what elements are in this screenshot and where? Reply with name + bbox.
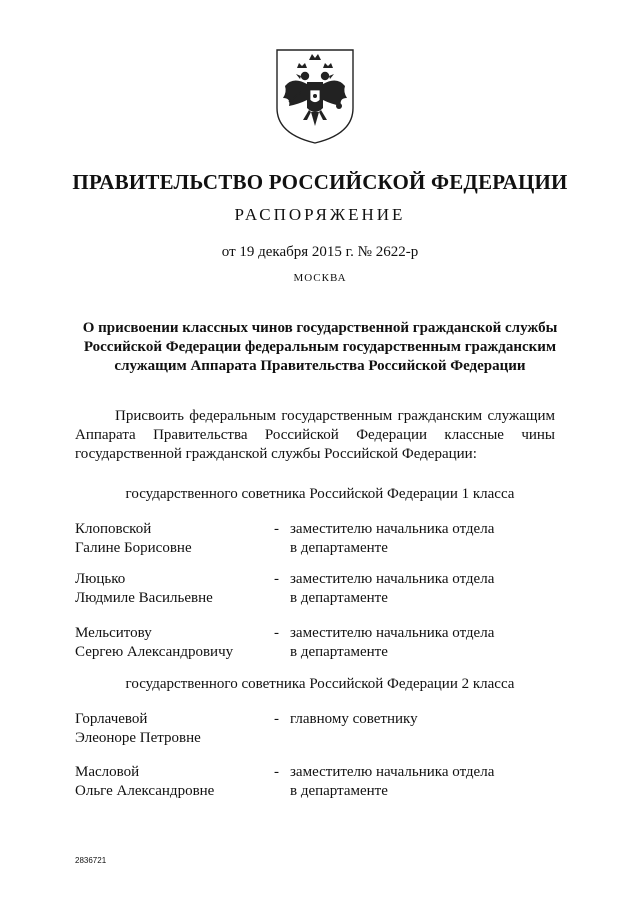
appointee-given-name: Элеоноре Петровне [75, 730, 201, 746]
entry-dash: - [274, 764, 279, 780]
position-line: в департаменте [290, 590, 388, 606]
position-line: заместителю начальника отдела [290, 625, 495, 641]
appointee-name [75, 710, 265, 748]
appointee-name [75, 520, 265, 558]
entry-dash: - [274, 625, 279, 641]
appointee-position [290, 710, 550, 729]
document-date-number: от 19 декабря 2015 г. № 2622-р [221, 244, 419, 260]
coat-of-arms-icon [271, 46, 359, 146]
entry-dash: - [274, 571, 279, 587]
position-line: заместителю начальника отдела [290, 521, 495, 537]
position-line: в департаменте [290, 540, 388, 556]
entry-dash: - [274, 521, 279, 537]
appointee-given-name: Галине Борисовне [75, 540, 192, 556]
appointee-surname: Мельситову [75, 625, 152, 641]
class-rank-heading: государственного советника Российской Федерации 1 класса [125, 486, 515, 502]
document-code: 2836721 [75, 856, 107, 865]
appointee-name [75, 763, 265, 801]
appointee-given-name: Сергею Александровичу [75, 644, 234, 660]
intro-paragraph: Присвоить федеральным государственным гражданским служащим Аппарата Правительства Российской Федерации классные чины государственной гражданской службы Российской Федерации: [75, 408, 555, 462]
appointee-position [290, 624, 550, 662]
position-line: главному советнику [290, 711, 418, 727]
position-line: в департаменте [290, 644, 388, 660]
entry-dash: - [274, 711, 279, 727]
heading-line: служащим Аппарата Правительства Российской Федерации [114, 358, 526, 374]
position-line: заместителю начальника отдела [290, 764, 495, 780]
appointee-position [290, 763, 550, 801]
heading-line: О присвоении классных чинов государственной гражданской службы [82, 320, 558, 336]
government-title: ПРАВИТЕЛЬСТВО РОССИЙСКОЙ ФЕДЕРАЦИИ [72, 170, 568, 194]
appointee-name [75, 624, 265, 662]
document-type: РАСПОРЯЖЕНИЕ [234, 205, 406, 224]
appointee-surname: Люцько [75, 571, 126, 587]
document-heading [60, 319, 580, 376]
appointee-given-name: Ольге Александровне [75, 783, 215, 799]
document-city: МОСКВА [293, 272, 347, 284]
appointee-name [75, 570, 265, 608]
appointee-surname: Клоповской [75, 521, 152, 537]
position-line: заместителю начальника отдела [290, 571, 495, 587]
class-rank-heading: государственного советника Российской Федерации 2 класса [125, 676, 515, 692]
heading-line: Российской Федерации федеральным государственным гражданским [83, 339, 557, 355]
position-line: в департаменте [290, 783, 388, 799]
appointee-position [290, 520, 550, 558]
appointee-surname: Масловой [75, 764, 140, 780]
appointee-surname: Горлачевой [75, 711, 148, 727]
appointee-given-name: Людмиле Васильевне [75, 590, 213, 606]
appointee-position [290, 570, 550, 608]
